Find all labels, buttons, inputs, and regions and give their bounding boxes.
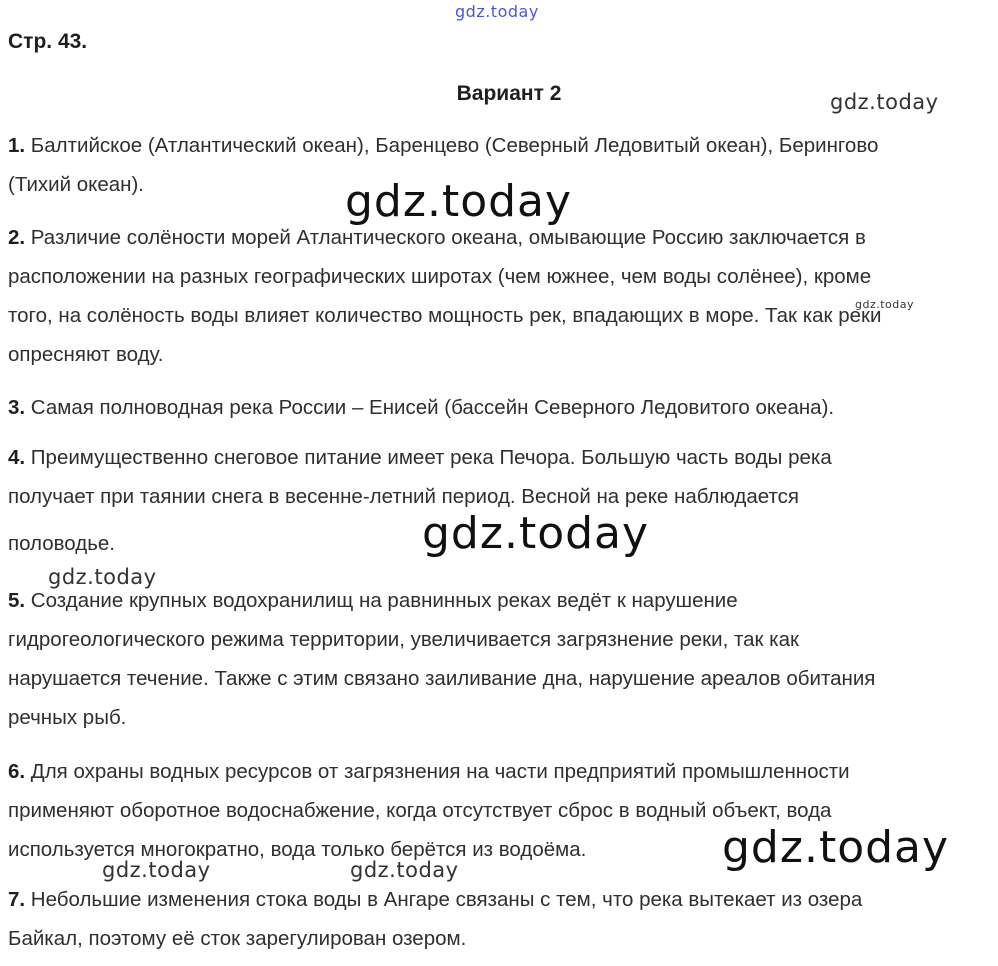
answer-1-line-2: (Тихий океан).: [8, 173, 144, 196]
watermark-large-1: gdz.today: [345, 176, 573, 227]
variant-title: Вариант 2: [456, 82, 562, 105]
answer-6-line-3: используется многократно, вода только берётся из водоёма.: [8, 838, 587, 861]
answer-7-line-2: Байкал, поэтому её сток зарегулирован озером.: [8, 927, 467, 950]
watermark-right-upper: gdz.today: [830, 90, 939, 114]
answer-2-line-4: опресняют воду.: [8, 343, 164, 366]
answer-4-line-1: [8, 438, 998, 477]
answer-4: [8, 438, 998, 563]
answer-2-line-1: [8, 218, 998, 257]
answer-2-line-2: расположении на разных географических широтах (чем южнее, чем воды солёнее), кроме: [8, 265, 872, 288]
watermark-micro: gdz.today: [855, 298, 915, 311]
answer-4-line-3: половодье.: [8, 532, 115, 555]
answer-4-text-1: Преимущественно снеговое питание имеет река Печора. Большую часть воды река: [25, 446, 832, 469]
answer-7-line-1: [8, 880, 998, 919]
answer-4-number: 4.: [8, 446, 26, 469]
watermark-large-2: gdz.today: [422, 508, 650, 559]
answer-7-number: 7.: [8, 888, 26, 911]
answer-1-text-1: Балтийское (Атлантический океан), Баренцево (Северный Ледовитый океан), Берингово: [25, 134, 879, 157]
watermark-left-middle: gdz.today: [48, 565, 157, 589]
answer-1-number: 1.: [8, 134, 26, 157]
answer-5-line-4: речных рыб.: [8, 706, 127, 729]
watermark-large-3: gdz.today: [722, 822, 950, 873]
answer-2: [8, 218, 998, 374]
answer-3-text-1: Самая полноводная река России – Енисей (бассейн Северного Ледовитого океана).: [25, 396, 835, 419]
answer-6: [8, 752, 998, 869]
watermark-bottom-center: gdz.today: [350, 858, 459, 882]
answer-2-text-1: Различие солёности морей Атлантического океана, омывающие Россию заключается в: [25, 226, 866, 249]
answer-5-number: 5.: [8, 589, 26, 612]
answer-5-line-2: гидрогеологического режима территории, увеличивается загрязнение реки, так как: [8, 628, 799, 651]
answer-7: [8, 880, 998, 958]
answer-6-number: 6.: [8, 760, 26, 783]
answer-1-line-1: [8, 126, 998, 165]
answer-3: [8, 388, 998, 427]
answer-5-text-1: Создание крупных водохранилищ на равнинных реках ведёт к нарушение: [25, 589, 738, 612]
answer-7-text-1: Небольшие изменения стока воды в Ангаре связаны с тем, что река вытекает из озера: [25, 888, 863, 911]
answer-3-number: 3.: [8, 396, 26, 419]
answer-4-line-2: получает при таянии снега в весенне-летний период. Весной на реке наблюдается: [8, 485, 800, 508]
watermark-top: gdz.today: [455, 2, 539, 21]
answer-2-line-3: того, на солёность воды влияет количество мощность рек, впадающих в море. Так как реки: [8, 304, 882, 327]
answer-5: [8, 581, 998, 737]
answer-6-line-1: [8, 752, 998, 791]
answer-6-text-1: Для охраны водных ресурсов от загрязнения на части предприятий промышленности: [25, 760, 850, 783]
answer-1: [8, 126, 998, 204]
answer-6-line-2: применяют оборотное водоснабжение, когда отсутствует сброс в водный объект, вода: [8, 799, 832, 822]
watermark-bottom-left: gdz.today: [102, 858, 211, 882]
page-number: Стр. 43.: [8, 30, 88, 53]
answer-5-line-3: нарушается течение. Также с этим связано заиливание дна, нарушение ареалов обитания: [8, 667, 876, 690]
answer-3-line-1: [8, 388, 998, 427]
answer-5-line-1: [8, 581, 998, 620]
answer-2-number: 2.: [8, 226, 26, 249]
